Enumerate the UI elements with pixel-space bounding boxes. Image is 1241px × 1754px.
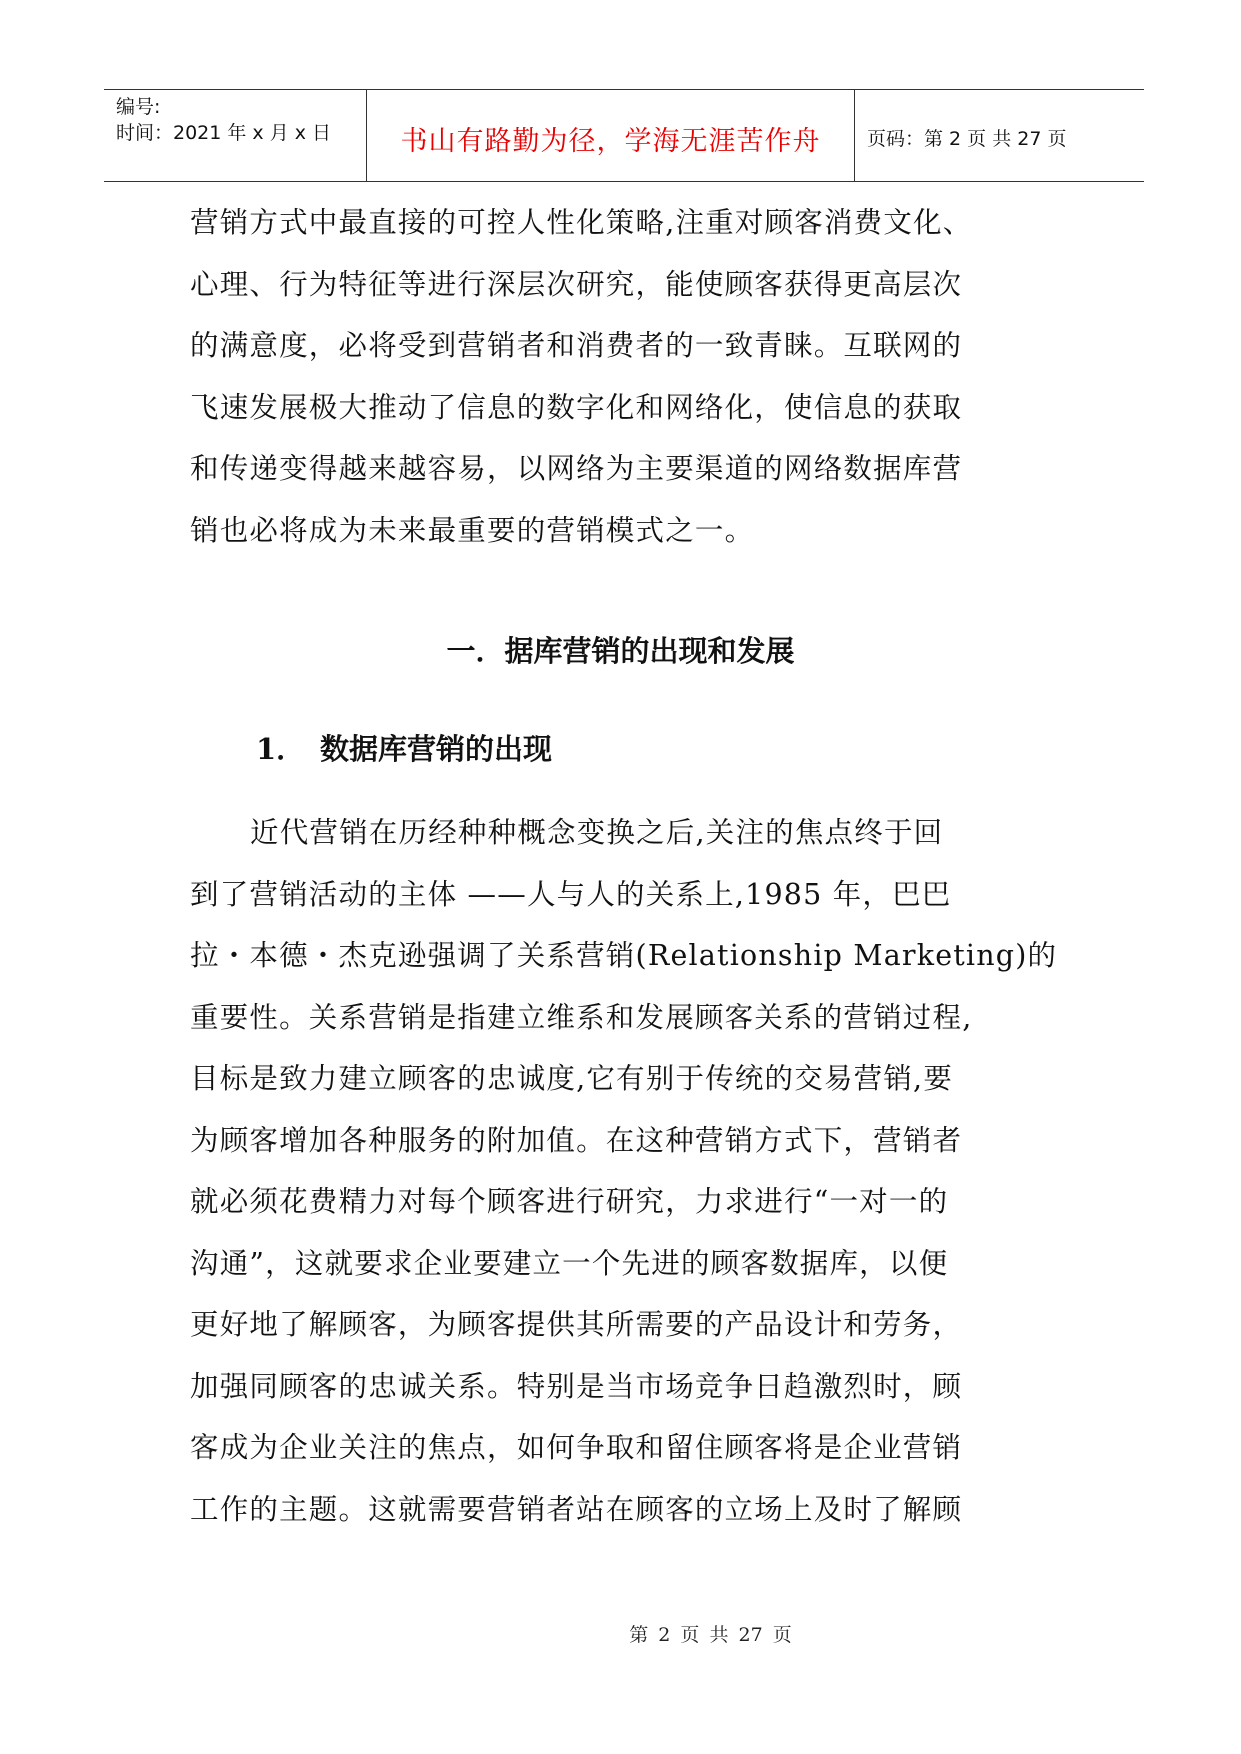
page-header <box>104 89 1144 182</box>
text-line: 销也必将成为未来最重要的营销模式之一。 <box>190 513 755 547</box>
section-heading: 一．据库营销的出现和发展 <box>446 634 795 668</box>
text-line: 就必须花费精力对每个顾客进行研究，力求进行“一对一的 <box>190 1185 949 1218</box>
text-line: 心理、行为特征等进行深层次研究，能使顾客获得更高层次 <box>190 267 963 301</box>
document-body <box>190 192 1090 561</box>
text-line: 和传递变得越来越容易，以网络为主要渠道的网络数据库营 <box>190 452 963 485</box>
text-line: 沟通”，这就要求企业要建立一个先进的顾客数据库，以便 <box>190 1246 949 1280</box>
text-line: 目标是致力建立顾客的忠诚度,它有别于传统的交易营销,要 <box>190 1062 954 1095</box>
text-line: 工作的主题。这就需要营销者站在顾客的立场上及时了解顾 <box>190 1492 963 1526</box>
subsection-number: 1． <box>256 732 306 766</box>
text-line: 拉・本德・杰克逊强调了关系营销(Relationship Marketing)的 <box>190 939 1058 972</box>
header-page-info: 页码：第 2 页 共 27 页 <box>867 128 1067 150</box>
text-line: 的满意度，必将受到营销者和消费者的一致青睐。互联网的 <box>190 329 963 362</box>
body-section <box>190 802 1090 1540</box>
text-line: 客成为企业关注的焦点，如何争取和留住顾客将是企业营销 <box>190 1431 963 1464</box>
subsection-title: 数据库营销的出现 <box>320 732 553 766</box>
text-line: 飞速发展极大推动了信息的数字化和网络化，使信息的获取 <box>190 390 963 424</box>
header-meta <box>104 90 367 181</box>
body-paragraph <box>190 802 1090 1540</box>
text-line: 近代营销在历经种种概念变换之后,关注的焦点终于回 <box>250 816 944 849</box>
header-motto: 书山有路勤为径，学海无涯苦作舟 <box>367 90 855 181</box>
subsection-heading <box>256 727 552 768</box>
document-time-label: 时间：2021 年 x 月 x 日 <box>116 122 332 144</box>
text-line: 重要性。关系营销是指建立维系和发展顾客关系的营销过程, <box>190 1000 973 1034</box>
text-line: 加强同顾客的忠诚关系。特别是当市场竞争日趋激烈时，顾 <box>190 1369 963 1403</box>
intro-paragraph <box>190 192 1090 561</box>
page-footer: 第 2 页 共 27 页 <box>629 1624 792 1646</box>
text-line: 到了营销活动的主体 ——人与人的关系上,1985 年，巴巴 <box>190 877 952 911</box>
text-line: 更好地了解顾客，为顾客提供其所需要的产品设计和劳务， <box>190 1308 963 1341</box>
text-line: 营销方式中最直接的可控人性化策略,注重对顾客消费文化、 <box>190 206 973 239</box>
document-number-label: 编号: <box>116 96 161 118</box>
text-line: 为顾客增加各种服务的附加值。在这种营销方式下，营销者 <box>190 1123 963 1157</box>
